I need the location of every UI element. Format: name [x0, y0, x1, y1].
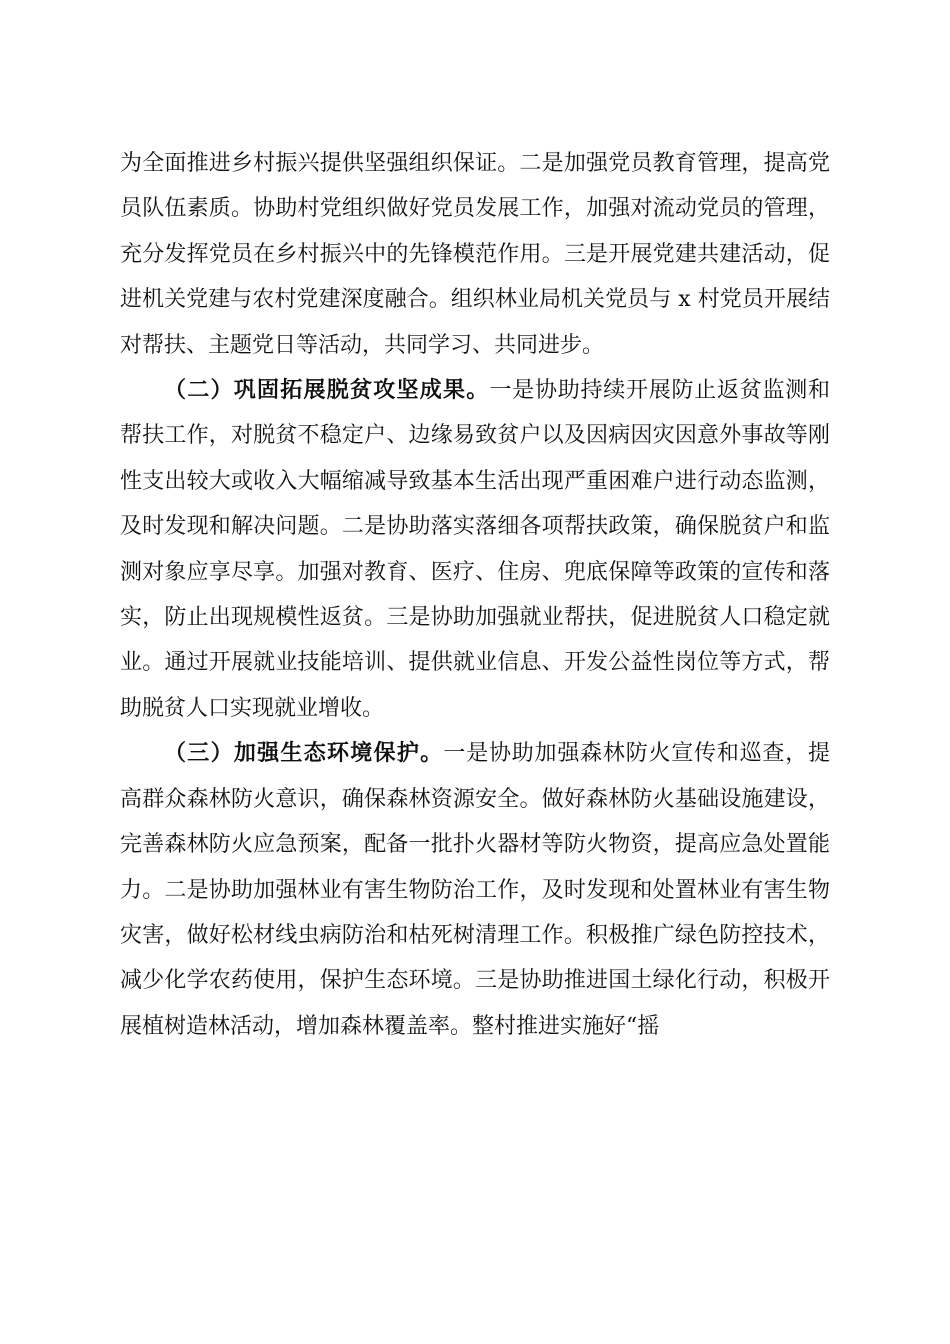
paragraph-section-two	[120, 368, 830, 731]
paragraph-body: 一是协助加强森林防火宣传和巡查，提高群众森林防火意识，确保森林资源安全。做好森林防火基础设施建设，完善森林防火应急预案，配备一批扑火器材等防火物资，提高应急处置能力。二是协助加强林业有害生物防治工作，及时发现和处置林业有害生物灾害，做好松材线虫病防治和枯死树清理工作。积极推广绿色防控技术，减少化学农药使用，保护生态环境。三是协助推进国土绿化行动，积极开展植树造林活动，增加森林覆盖率。整村推进实施好“摇	[120, 741, 830, 1039]
paragraph-body: 一是协助持续开展防止返贫监测和帮扶工作，对脱贫不稳定户、边缘易致贫户以及因病因灾因意外事故等刚性支出较大或收入大幅缩减导致基本生活出现严重困难户进行动态监测，及时发现和解决问题。二是协助落实落细各项帮扶政策，确保脱贫户和监测对象应享尽享。加强对教育、医疗、住房、兜底保障等政策的宣传和落实，防止出现规模性返贫。三是协助加强就业帮扶，促进脱贫人口稳定就业。通过开展就业技能培训、提供就业信息、开发公益性岗位等方式，帮助脱贫人口实现就业增收。	[120, 378, 830, 721]
paragraph-section-three	[120, 731, 830, 1049]
section-heading: （二）巩固拓展脱贫攻坚成果。	[164, 377, 490, 404]
section-heading: （三）加强生态环境保护。	[164, 740, 444, 767]
paragraph-body: 为全面推进乡村振兴提供坚强组织保证。二是加强党员教育管理，提高党员队伍素质。协助村党组织做好党员发展工作，加强对流动党员的管理，充分发挥党员在乡村振兴中的先锋模范作用。三是开展党建共建活动，促进机关党建与农村党建深度融合。组织林业局机关党员与 x 村党员开展结对帮扶、主题党日等活动，共同学习、共同进步。	[120, 151, 830, 358]
document-page	[120, 141, 830, 1049]
paragraph-continuation	[120, 141, 830, 368]
